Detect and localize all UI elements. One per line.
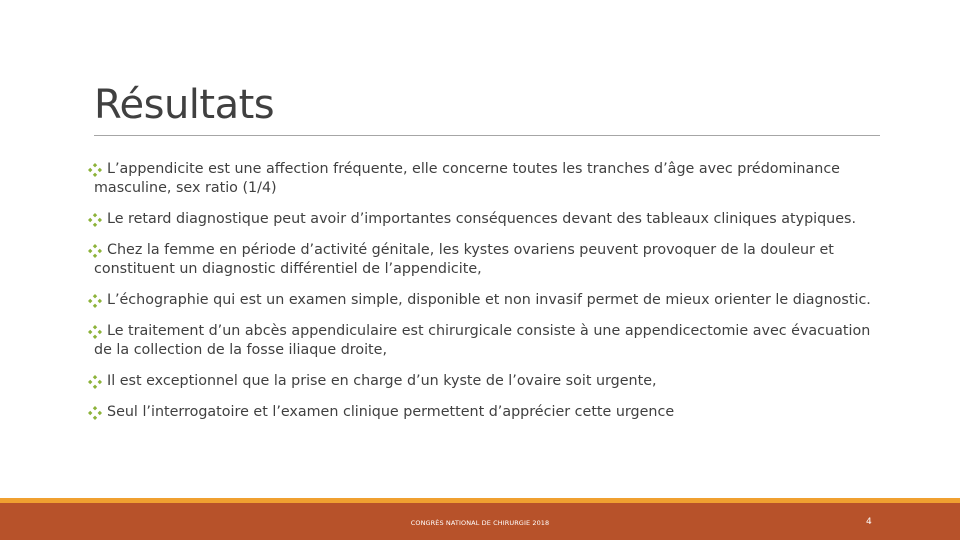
bullet-item	[86, 160, 886, 198]
diamond-bullet-icon	[88, 213, 102, 227]
bullet-text: L’appendicite est une affection fréquente, elle concerne toutes les tranches d’âge avec prédominance masculine, sex ratio (1/4)	[94, 161, 840, 196]
bullet-text: Le traitement d’un abcès appendiculaire est chirurgicale consiste à une appendicectomie avec évacuation de la collection de la fosse iliaque droite,	[94, 323, 871, 358]
diamond-bullet-icon	[88, 294, 102, 308]
diamond-bullet-icon	[88, 325, 102, 339]
bullet-list	[86, 160, 886, 434]
bullet-text: Chez la femme en période d’activité génitale, les kystes ovariens peuvent provoquer de la douleur et constituent un diagnostic différentiel de l’appendicite,	[94, 242, 834, 277]
bullet-text: Le retard diagnostique peut avoir d’importantes conséquences devant des tableaux cliniques atypiques.	[107, 211, 857, 227]
bullet-item	[86, 372, 886, 391]
diamond-bullet-icon	[88, 163, 102, 177]
bullet-item	[86, 322, 886, 360]
slide-title: Résultats	[94, 82, 275, 128]
bullet-item	[86, 291, 886, 310]
diamond-bullet-icon	[88, 406, 102, 420]
diamond-bullet-icon	[88, 244, 102, 258]
bullet-text: Il est exceptionnel que la prise en charge d’un kyste de l’ovaire soit urgente,	[107, 373, 657, 389]
bullet-text: L’échographie qui est un examen simple, disponible et non invasif permet de mieux orienter le diagnostic.	[107, 292, 871, 308]
bullet-item	[86, 403, 886, 422]
footer-text: CONGRÈS NATIONAL DE CHIRURGIE 2018	[410, 519, 550, 527]
title-divider	[94, 135, 880, 136]
bullet-item	[86, 241, 886, 279]
bullet-item	[86, 210, 886, 229]
bullet-text: Seul l’interrogatoire et l’examen clinique permettent d’apprécier cette urgence	[107, 404, 675, 420]
page-number: 4	[866, 517, 872, 527]
diamond-bullet-icon	[88, 375, 102, 389]
